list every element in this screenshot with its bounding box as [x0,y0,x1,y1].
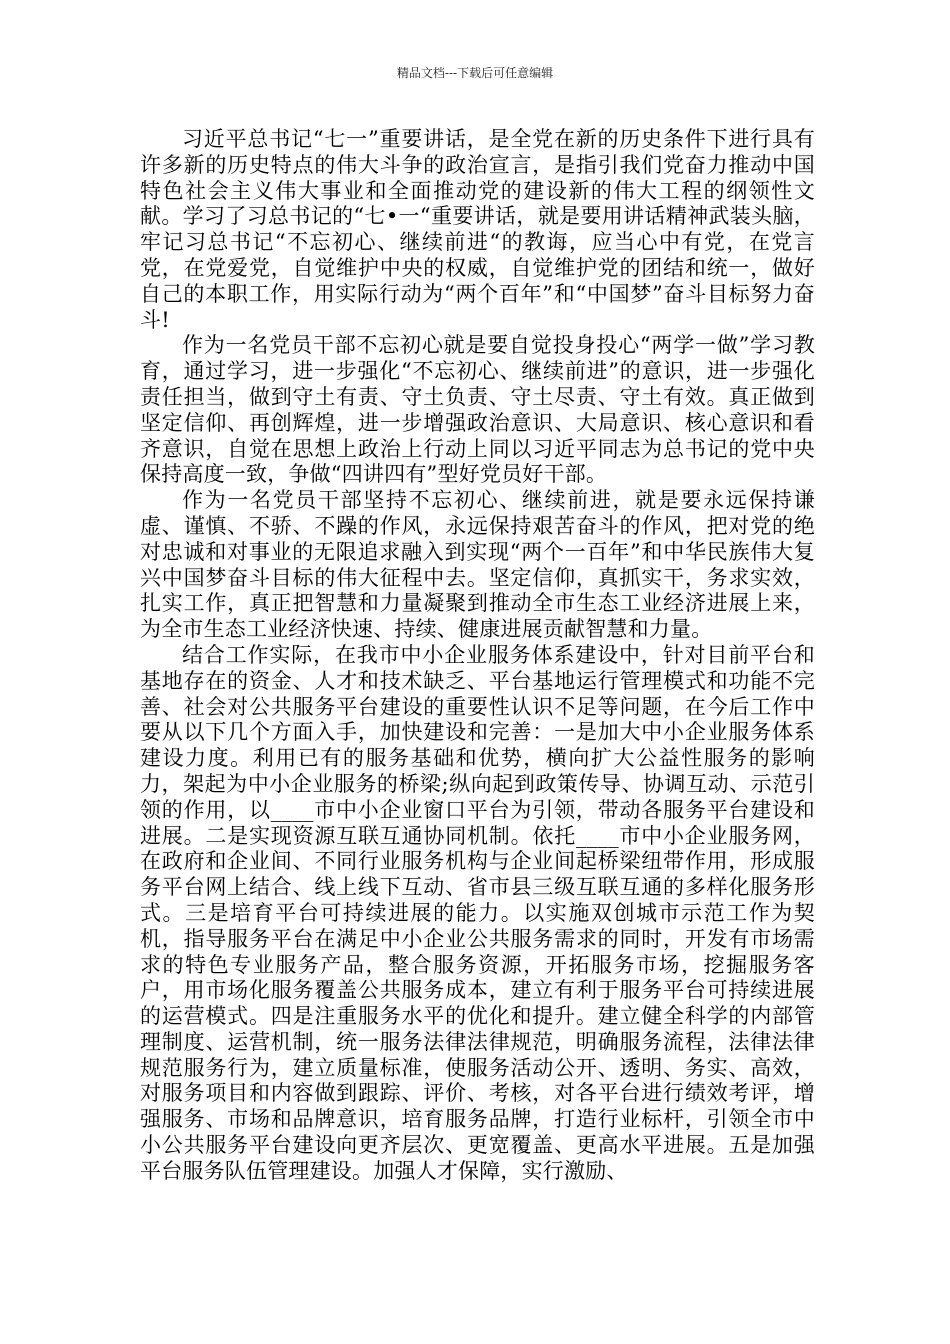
paragraph-1: 习近平总书记“七一”重要讲话，是全党在新的历史条件下进行具有许多新的历史特点的伟大斗争的政治宣言，是指引我们党奋力推动中国特色社会主义伟大事业和全面推动党的建设新的伟大工程的纲领性文献。学习了习总书记的“七•一“重要讲话，就是要用讲话精神武装头脑，牢记习总书记“不忘初心、继续前进“的教诲，应当心中有党，在党言党，在党爱党，自觉维护中央的权威，自觉维护党的团结和统一，做好自己的本职工作，用实际行动为“两个百年”和“中国梦”奋斗目标努力奋斗! [140,127,815,332]
paragraph-4: 结合工作实际，在我市中小企业服务体系建设中，针对目前平台和基地存在的资金、人才和技术缺乏、平台基地运行管理模式和功能不完善、社会对公共服务平台建设的重要性认识不足等问题，在今后工作中要从以下几个方面入手，加快建设和完善：一是加大中小企业服务体系建设力度。利用已有的服务基础和优势，横向扩大公益性服务的影响力，架起为中小企业服务的桥梁;纵向起到政策传导、协调互动、示范引领的作用，以____市中小企业窗口平台为引领，带动各服务平台建设和进展。二是实现资源互联互通协同机制。依托____市中小企业服务网，在政府和企业间、不同行业服务机构与企业间起桥梁纽带作用，形成服务平台网上结合、线上线下互动、省市县三级互联互通的多样化服务形式。三是培育平台可持续进展的能力。以实施双创城市示范工作为契机，指导服务平台在满足中小企业公共服务需求的同时，开发有市场需求的特色专业服务产品，整合服务资源，开拓服务市场，挖掘服务客户，用市场化服务覆盖公共服务成本，建立有利于服务平台可持续进展的运营模式。四是注重服务水平的优化和提升。建立健全科学的内部管理制度、运营机制，统一服务法律法律规范，明确服务流程，法律法律规范服务行为，建立质量标准，使服务活动公开、透明、务实、高效，对服务项目和内容做到跟踪、评价、考核，对各平台进行绩效考评，增强服务、市场和品牌意识，培育服务品牌，打造行业标杆，引领全市中小公共服务平台建设向更齐层次、更宽覆盖、更高水平进展。五是加强平台服务队伍管理建设。加强人才保障，实行激励、 [140,642,815,1183]
header-note: 精品文档---下载后可任意编辑 [396,66,554,80]
paragraph-3: 作为一名党员干部坚持不忘初心、继续前进，就是要永远保持谦虚、谨慎、不骄、不躁的作风，永远保持艰苦奋斗的作风，把对党的绝对忠诚和对事业的无限追求融入到实现“两个一百年”和中华民族伟大复兴中国梦奋斗目标的伟大征程中去。坚定信仰，真抓实干，务求实效，扎实工作，真正把智慧和力量凝聚到推动全市生态工业经济进展上来，为全市生态工业经济快速、持续、健康进展贡献智慧和力量。 [140,488,815,642]
document-body [140,127,815,1185]
paragraph-2: 作为一名党员干部不忘初心就是要自觉投身投心“两学一做”学习教育，通过学习，进一步强化“不忘初心、继续前进”的意识，进一步强化责任担当，做到守土有责、守土负责、守土尽责、守土有效。真正做到坚定信仰、再创辉煌，进一步增强政治意识、大局意识、核心意识和看齐意识，自觉在思想上政治上行动上同以习近平同志为总书记的党中央保持高度一致，争做“四讲四有”型好党员好干部。 [140,333,815,487]
